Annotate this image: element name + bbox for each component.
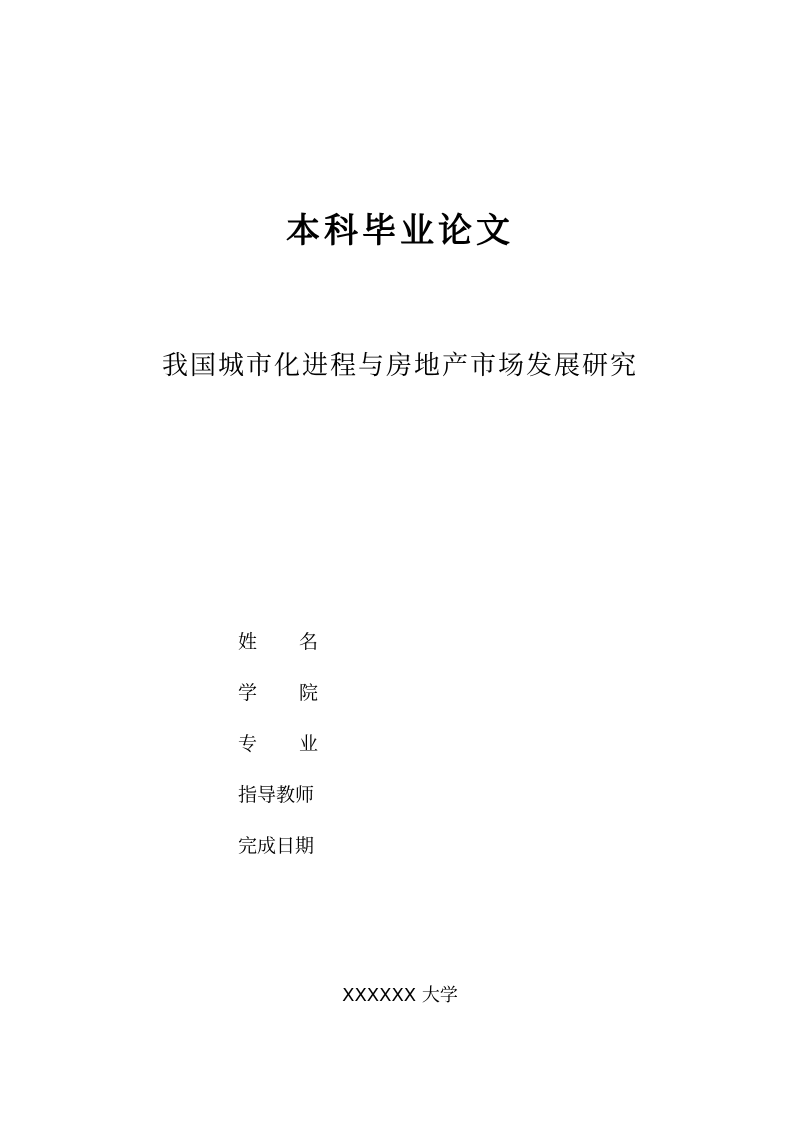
info-label-advisor: 指导教师 <box>238 783 315 806</box>
thesis-title: 我国城市化进程与房地产市场发展研究 <box>161 351 638 381</box>
info-label-college-char-2: 院 <box>298 681 318 704</box>
info-label-name-char-1: 姓 <box>238 630 258 653</box>
info-label-name <box>238 627 318 657</box>
info-row-advisor <box>238 769 578 820</box>
info-label-completion-date: 完成日期 <box>238 834 315 857</box>
info-label-college-char-1: 学 <box>238 681 258 704</box>
info-label-college <box>238 678 318 708</box>
document-type-heading: 本科毕业论文 <box>286 211 514 251</box>
info-label-major-char-1: 专 <box>238 732 258 755</box>
info-row-college <box>238 667 578 718</box>
info-row-major <box>238 718 578 769</box>
info-label-major <box>238 729 318 759</box>
info-row-name <box>238 616 578 667</box>
info-label-name-char-2: 名 <box>298 630 318 653</box>
university-name: XXXXXX 大学 <box>342 985 458 1006</box>
info-label-major-char-2: 业 <box>298 732 318 755</box>
author-info-list <box>238 616 578 871</box>
info-row-completion-date <box>238 820 578 871</box>
